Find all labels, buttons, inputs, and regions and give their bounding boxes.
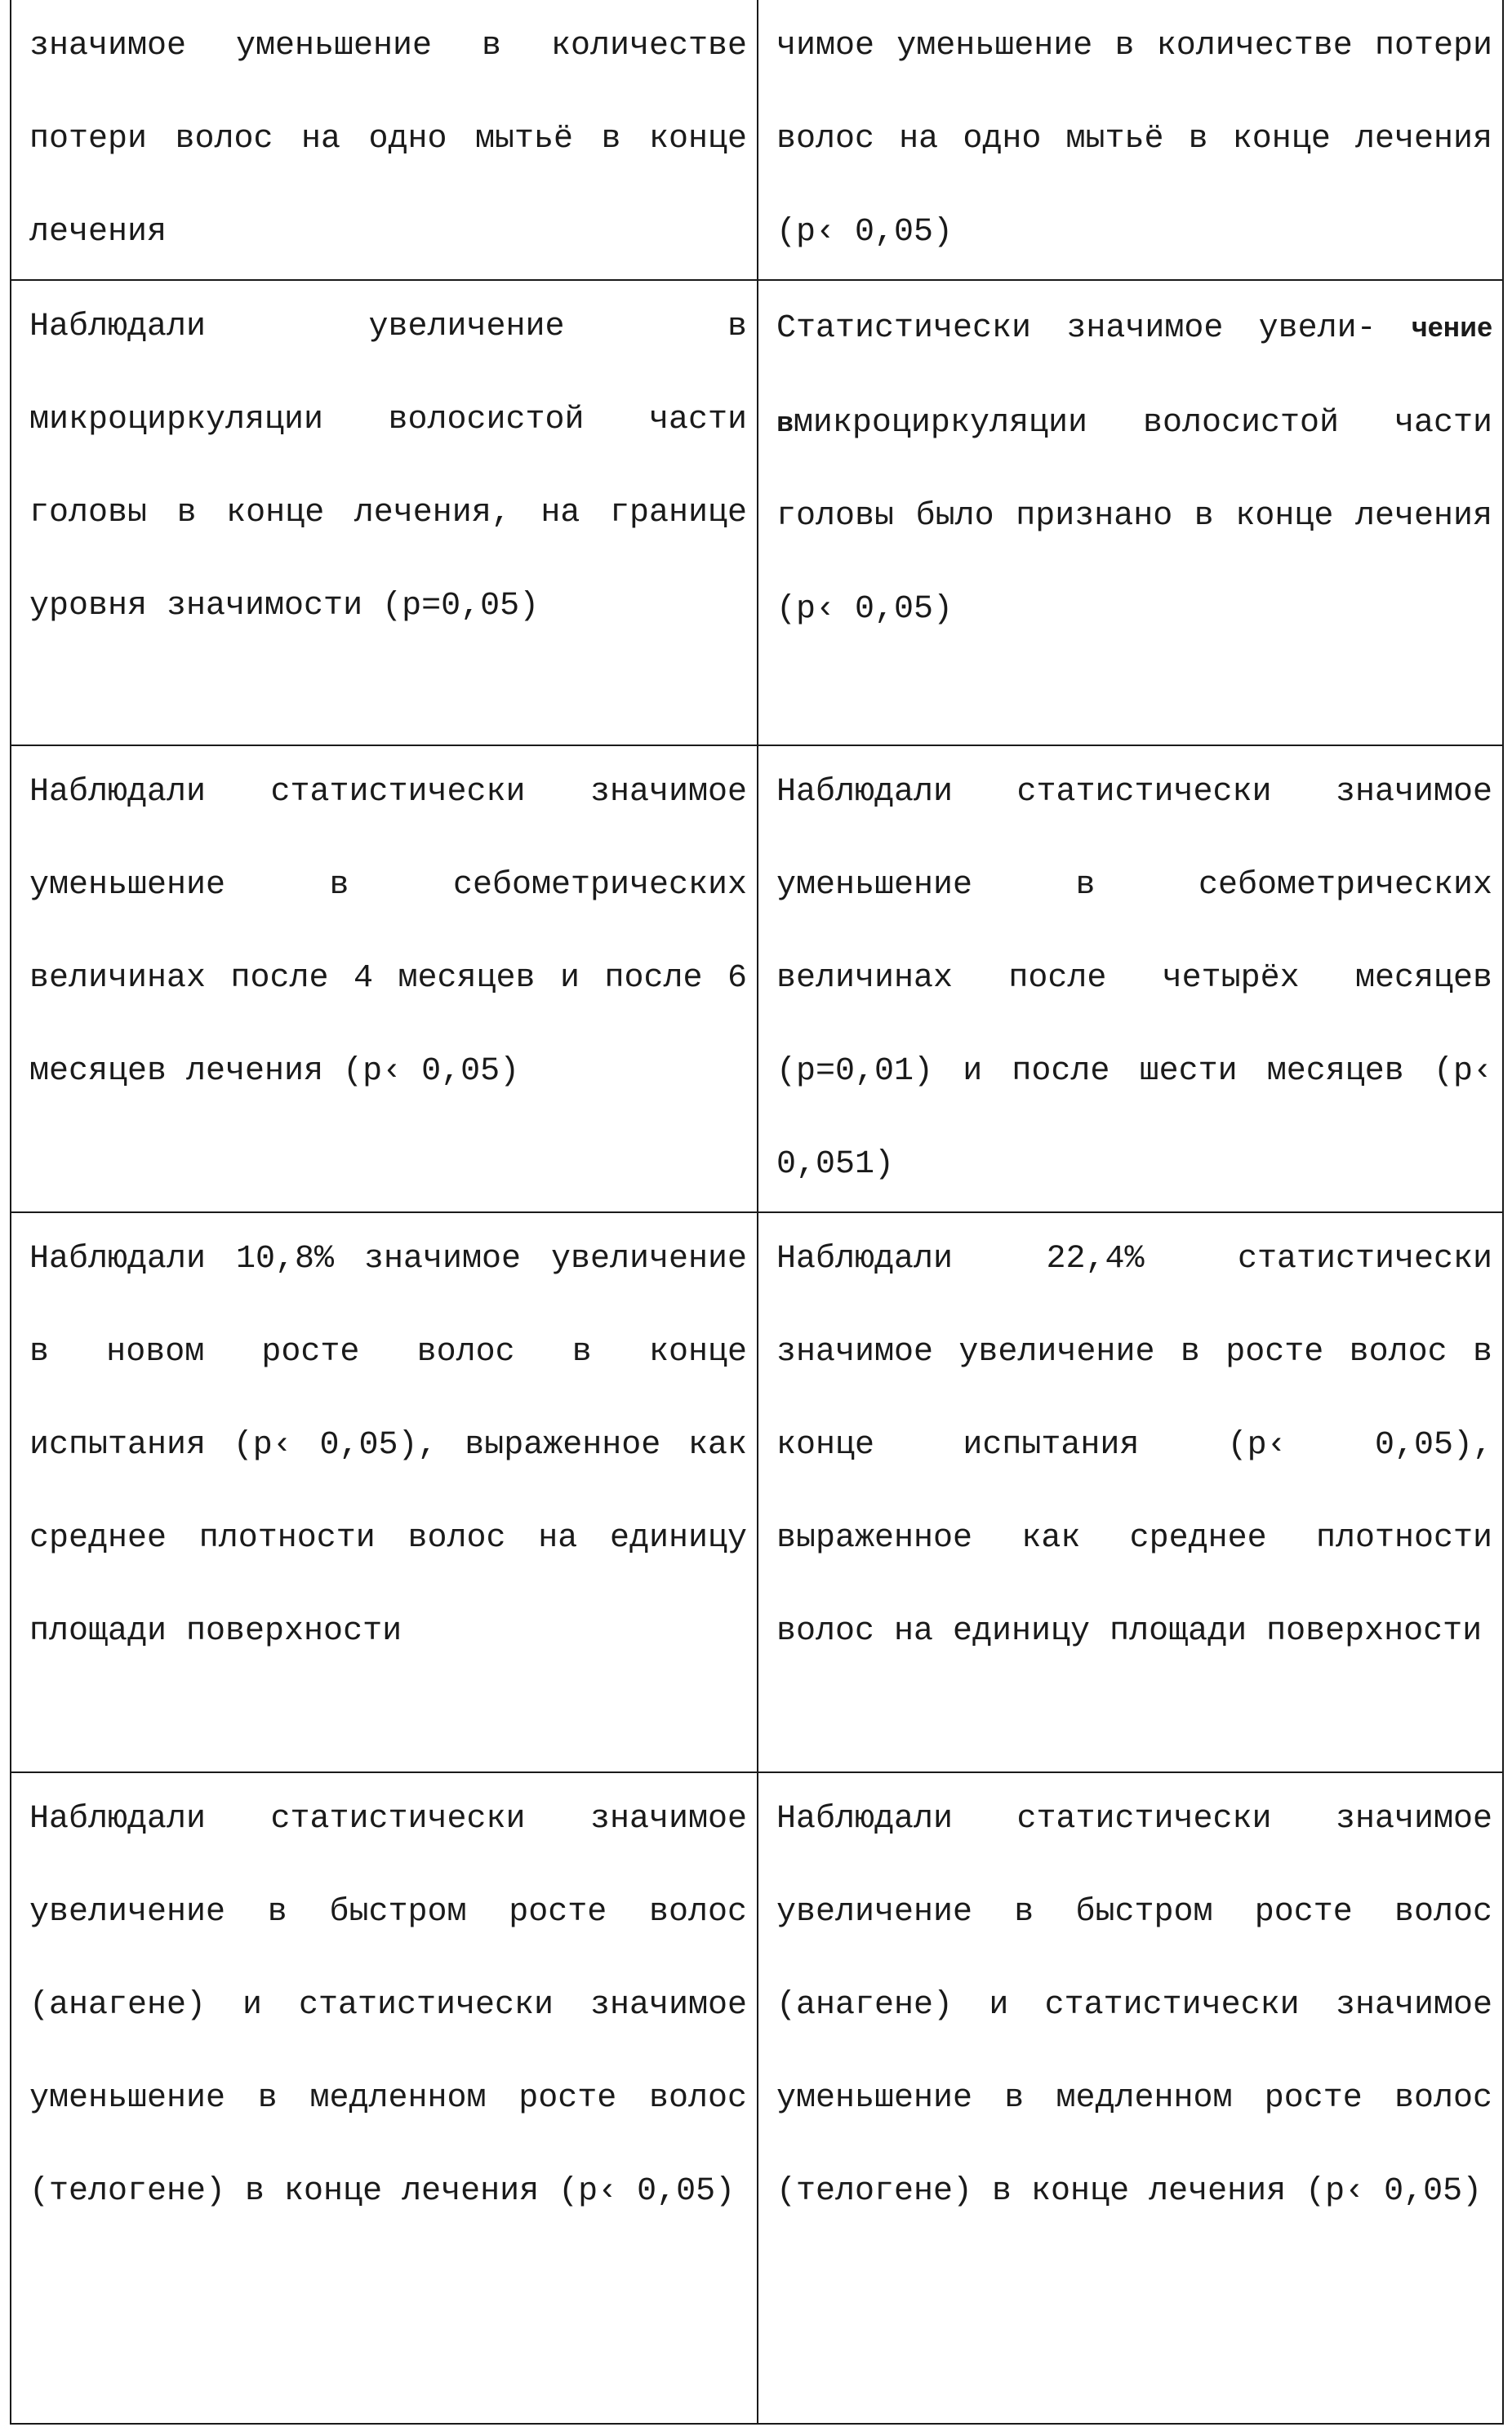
cell-text: Наблюдали статистически значимое увеличение в быстром росте волос (анагене) и статистически значимое уменьшение в медленном росте волос (телогене) в конце лечения (p‹ 0,05) [776, 1773, 1492, 2238]
document-page [10, 0, 1502, 2431]
cell-text: Наблюдали 10,8% значимое увеличение в новом росте волос в конце испытания (p‹ 0,05), выраженное как среднее плотности волос на единицу площади поверхности [29, 1213, 747, 1678]
table-row [11, 280, 1503, 745]
table-cell-left [11, 1772, 758, 2424]
table-cell-right [758, 1772, 1503, 2424]
cell-text: Наблюдали увеличение в микроциркуляции волосистой части головы в конце лечения, на границе уровня значимости (p=0,05) [29, 281, 747, 653]
table-cell-right [758, 0, 1503, 280]
cell-text: значимое уменьшение в количестве потери волос на одно мытьё в конце лечения [29, 0, 747, 279]
table-cell-left [11, 1212, 758, 1772]
comparison-table [10, 0, 1504, 2425]
table-cell-right [758, 1212, 1503, 1772]
cell-text-prefix: Статистически значимое увели- [776, 310, 1376, 347]
table-cell-left [11, 280, 758, 745]
table-row [11, 1212, 1503, 1772]
table-row [11, 1772, 1503, 2424]
table-row [11, 745, 1503, 1212]
cell-text-rest: микроциркуляции волосистой части головы было признано в конце лечения (p‹ 0,05) [776, 405, 1492, 628]
cell-text-bold-fragment: чение в [776, 312, 1492, 438]
table-row [11, 0, 1503, 280]
cell-text: Наблюдали 22,4% статистически значимое увеличение в росте волос в конце испытания (p‹ 0,05), выраженное как среднее плотности волос на единицу площади поверхности [776, 1213, 1492, 1678]
cell-text: Наблюдали статистически значимое уменьшение в себометрических величинах после четырёх месяцев (p=0,01) и после шести месяцев (p‹ 0,051) [776, 746, 1492, 1211]
cell-text: чимое уменьшение в количестве потери волос на одно мытьё в конце лечения (p‹ 0,05) [776, 0, 1492, 279]
table-cell-right [758, 745, 1503, 1212]
table-cell-left [11, 745, 758, 1212]
cell-text: Наблюдали статистически значимое увеличение в быстром росте волос (анагене) и статистически значимое уменьшение в медленном росте волос (телогене) в конце лечения (p‹ 0,05) [29, 1773, 747, 2238]
table-cell-left [11, 0, 758, 280]
cell-text-composite [776, 281, 1492, 656]
table-cell-right [758, 280, 1503, 745]
cell-text: Наблюдали статистически значимое уменьшение в себометрических величинах после 4 месяцев и после 6 месяцев лечения (p‹ 0,05) [29, 746, 747, 1118]
